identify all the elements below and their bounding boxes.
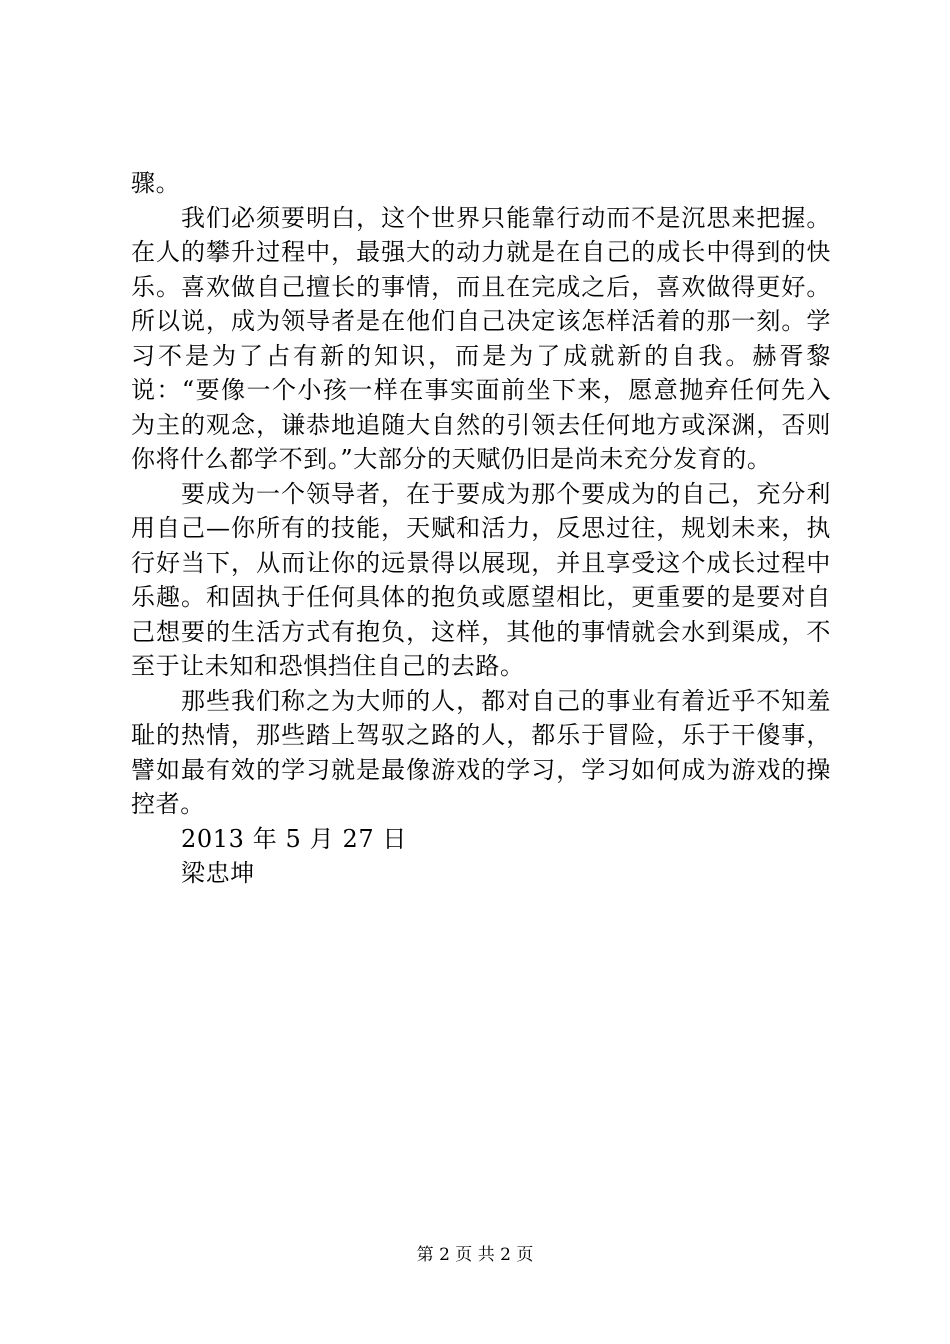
paragraph-leader: 要成为一个领导者，在于要成为那个要成为的自己，充分利用自己—你所有的技能，天赋和活力，反思过往，规划未来，执行好当下，从而让你的远景得以展现，并且享受这个成长过程中乐趣。和固执于任何具体的抱负或愿望相比，更重要的是要对自己想要的生活方式有抱负，这样，其他的事情就会水到渠成，不至于让未知和恐惧挡住自己的去路。: [131, 479, 831, 680]
paragraph-continuation: 骤。: [131, 169, 181, 197]
paragraph-action: 我们必须要明白，这个世界只能靠行动而不是沉思来把握。在人的攀升过程中，最强大的动力就是在自己的成长中得到的快乐。喜欢做自己擅长的事情，而且在完成之后，喜欢做得更好。所以说，成为领导者是在他们自己决定该怎样活着的那一刻。学习不是为了占有新的知识，而是为了成就新的自我。赫胥黎说：“要像一个小孩一样在事实面前坐下来，愿意抛弃任何先入为主的观念，谦恭地追随大自然的引领去任何地方或深渊，否则你将什么都学不到。”大部分的天赋仍旧是尚未充分发育的。: [131, 203, 831, 473]
document-date: 2013 年 5 月 27 日: [181, 824, 408, 853]
page-footer: [0, 1244, 950, 1266]
paragraph-master: 那些我们称之为大师的人，都对自己的事业有着近乎不知羞耻的热情，那些踏上驾驭之路的人，都乐于冒险，乐于干傻事，譬如最有效的学习就是最像游戏的学习，学习如何成为游戏的操控者。: [131, 686, 831, 818]
document-body: [131, 166, 831, 891]
page-number: 第 2 页 共 2 页: [416, 1245, 534, 1265]
document-author: 梁忠坤: [181, 859, 255, 887]
